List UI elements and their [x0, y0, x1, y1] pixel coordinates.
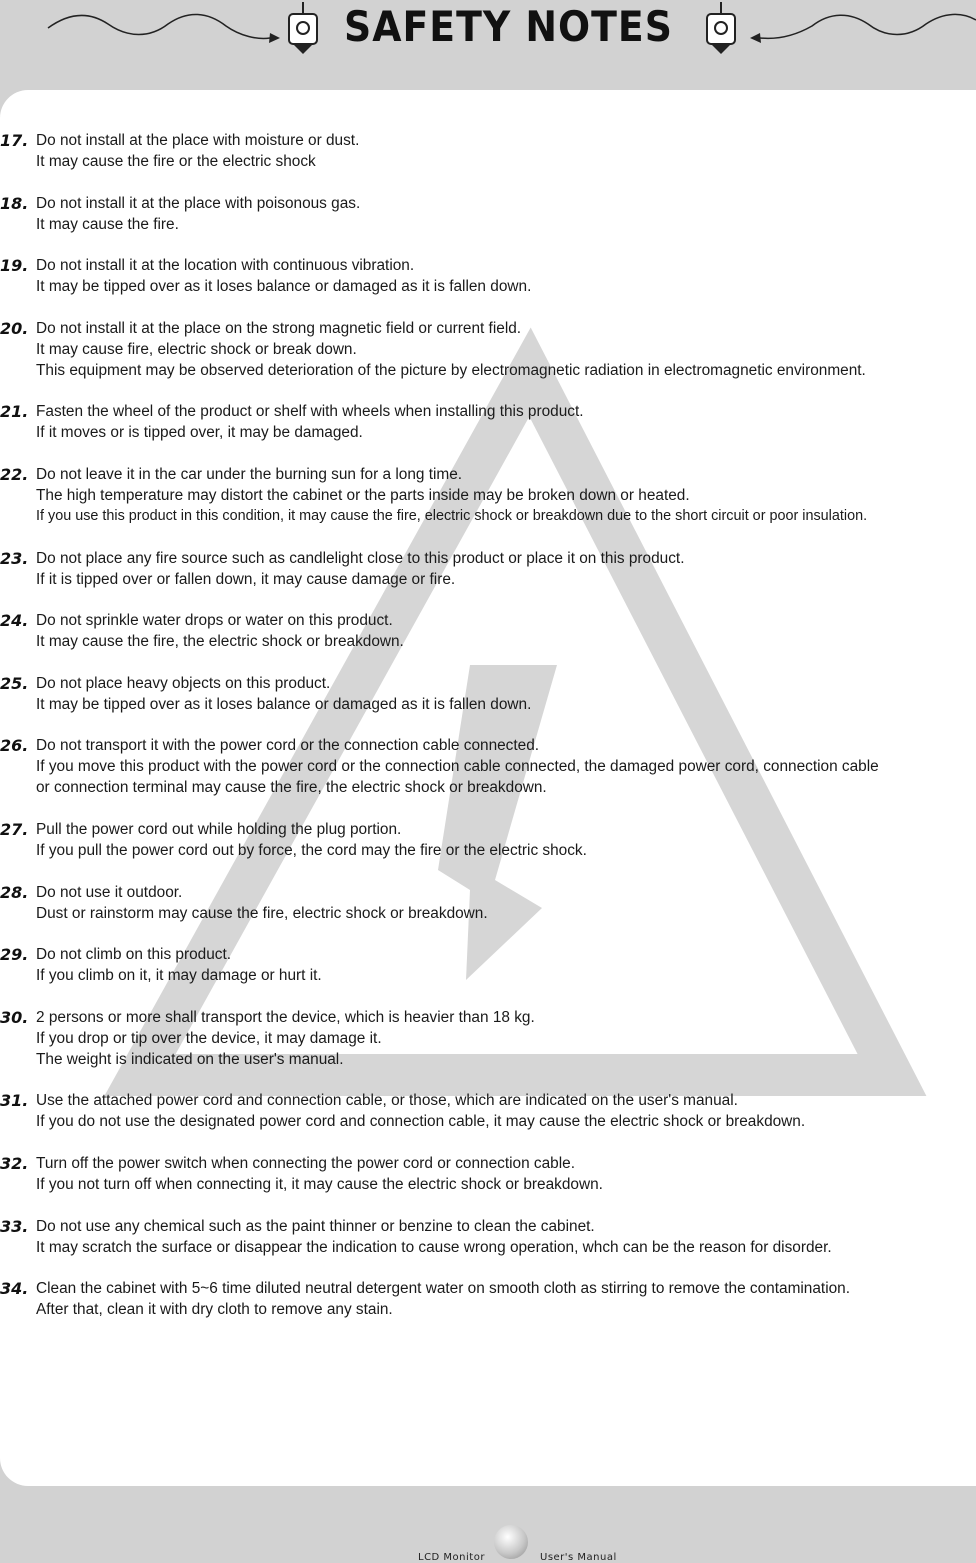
safety-list — [0, 130, 976, 1341]
item-instruction: Do not transport it with the power cord or the connection cable connected. — [36, 737, 540, 755]
item-instruction: 2 persons or more shall transport the device, which is heavier than 18 kg. — [36, 1008, 535, 1026]
item-instruction: Do not place any fire source such as candlelight close to this product or place it on this product. — [36, 549, 685, 567]
item-instruction: Do not install it at the place on the strong magnetic field or current field. — [36, 319, 522, 337]
item-detail: It may be tipped over as it loses balance or damaged as it is fallen down. — [36, 695, 532, 713]
item-instruction: Do not climb on this product. — [36, 946, 232, 964]
item-number: 31. — [0, 1091, 29, 1111]
safety-item — [0, 1278, 976, 1320]
safety-item — [0, 1007, 976, 1070]
safety-item — [0, 1090, 976, 1132]
footer-product-label: LCD Monitor — [418, 1552, 485, 1563]
item-number: 23. — [0, 548, 29, 568]
item-detail: If you move this product with the power cord or the connection cable connected, the damaged power cord, connection cable — [36, 758, 879, 776]
item-number: 24. — [0, 611, 29, 631]
item-instruction: Pull the power cord out while holding the plug portion. — [36, 820, 402, 838]
item-number: 28. — [0, 882, 29, 902]
item-number: 30. — [0, 1007, 29, 1027]
item-number: 34. — [0, 1279, 29, 1299]
footer — [0, 1486, 976, 1563]
item-detail: If you use this product in this condition, it may cause the fire, electric shock or breakdown due to the short circuit or poor insulation. — [36, 507, 868, 524]
safety-item — [0, 193, 976, 235]
safety-item — [0, 548, 976, 590]
item-detail: If it is tipped over or fallen down, it may cause damage or fire. — [36, 570, 456, 588]
header-banner — [0, 0, 976, 90]
item-number: 18. — [0, 193, 29, 213]
safety-item — [0, 735, 976, 798]
item-detail: It may cause fire, electric shock or break down. — [36, 340, 357, 358]
safety-item — [0, 819, 976, 861]
right-wave-arrow — [760, 14, 976, 38]
right-arrow-head — [750, 33, 761, 43]
item-detail: It may cause the fire. — [36, 215, 179, 233]
item-detail: If you climb on it, it may damage or hurt it. — [36, 967, 322, 985]
safety-item — [0, 1216, 976, 1258]
safety-item — [0, 944, 976, 986]
item-instruction: Use the attached power cord and connection cable, or those, which are indicated on the user's manual. — [36, 1092, 738, 1110]
item-number: 33. — [0, 1216, 29, 1236]
item-number: 26. — [0, 736, 29, 756]
item-number: 21. — [0, 402, 29, 422]
page-title: SAFETY NOTES — [344, 2, 673, 51]
safety-item — [0, 1153, 976, 1195]
item-number: 32. — [0, 1153, 29, 1173]
safety-item — [0, 610, 976, 652]
item-detail: It may be tipped over as it loses balance or damaged as it is fallen down. — [36, 278, 532, 296]
item-number: 22. — [0, 464, 29, 484]
safety-item — [0, 318, 976, 381]
item-detail: After that, clean it with dry cloth to remove any stain. — [36, 1301, 393, 1319]
left-wave-arrow — [48, 14, 270, 38]
footer-manual-label: User's Manual — [540, 1552, 617, 1563]
item-instruction: Do not sprinkle water drops or water on this product. — [36, 612, 393, 630]
item-detail: The high temperature may distort the cabinet or the parts inside may be broken down or heated. — [36, 486, 690, 504]
safety-item — [0, 255, 976, 297]
item-detail: If you drop or tip over the device, it may damage it. — [36, 1029, 382, 1047]
right-lantern-icon — [707, 2, 735, 54]
item-instruction: Clean the cabinet with 5~6 time diluted neutral detergent water on smooth cloth as stirring to remove the contamination. — [36, 1280, 851, 1298]
item-detail: This equipment may be observed deterioration of the picture by electromagnetic radiation in electromagnetic environment. — [36, 361, 866, 379]
safety-item — [0, 882, 976, 924]
item-instruction: Fasten the wheel of the product or shelf with wheels when installing this product. — [36, 403, 584, 421]
safety-item — [0, 401, 976, 443]
left-lantern-icon — [289, 2, 317, 54]
item-detail: If it moves or is tipped over, it may be damaged. — [36, 424, 363, 442]
item-instruction: Do not install it at the location with continuous vibration. — [36, 257, 415, 275]
safety-item — [0, 673, 976, 715]
item-detail: or connection terminal may cause the fire, the electric shock or breakdown. — [36, 779, 547, 797]
item-instruction: Turn off the power switch when connecting the power cord or connection cable. — [36, 1154, 575, 1172]
item-detail: It may cause the fire or the electric shock — [36, 153, 316, 170]
item-detail: If you do not use the designated power cord and connection cable, it may cause the electric shock or breakdown. — [36, 1113, 806, 1131]
item-number: 27. — [0, 819, 29, 839]
item-number: 29. — [0, 945, 29, 965]
item-instruction: Do not use any chemical such as the paint thinner or benzine to clean the cabinet. — [36, 1217, 595, 1235]
item-instruction: Do not install it at the place with poisonous gas. — [36, 194, 361, 212]
item-detail: It may cause the fire, the electric shock or breakdown. — [36, 633, 404, 651]
item-number: 17. — [0, 131, 29, 150]
item-instruction: Do not use it outdoor. — [36, 883, 183, 901]
left-arrow-head — [269, 33, 280, 43]
item-instruction: Do not place heavy objects on this product. — [36, 674, 331, 692]
item-number: 25. — [0, 673, 29, 693]
item-detail: The weight is indicated on the user's manual. — [36, 1050, 344, 1068]
footer-orb-icon — [494, 1525, 528, 1559]
item-instruction: Do not install at the place with moisture or dust. — [36, 132, 360, 149]
item-number: 20. — [0, 318, 29, 338]
item-number: 19. — [0, 256, 29, 276]
item-detail: If you not turn off when connecting it, it may cause the electric shock or breakdown. — [36, 1175, 603, 1193]
safety-item — [0, 130, 976, 172]
safety-item — [0, 464, 976, 527]
item-detail: Dust or rainstorm may cause the fire, electric shock or breakdown. — [36, 904, 488, 922]
item-instruction: Do not leave it in the car under the burning sun for a long time. — [36, 465, 463, 483]
item-detail: It may scratch the surface or disappear the indication to cause wrong operation, whch can be the reason for disorder. — [36, 1238, 832, 1256]
item-detail: If you pull the power cord out by force, the cord may the fire or the electric shock. — [36, 841, 587, 859]
